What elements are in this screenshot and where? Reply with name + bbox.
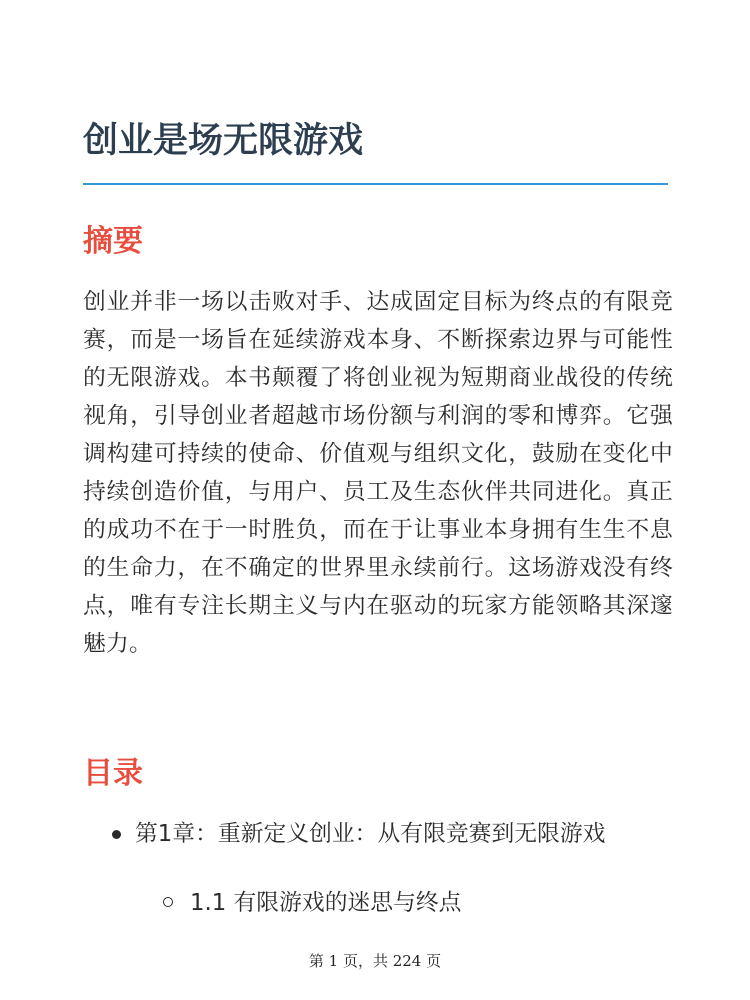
- bullet-icon: [112, 830, 121, 839]
- toc-chapter-1[interactable]: [83, 815, 673, 922]
- summary-heading: 摘要: [83, 224, 143, 259]
- toc-chapter-1-sections: [135, 884, 673, 922]
- title-divider: [83, 183, 668, 185]
- table-of-contents: [83, 815, 673, 922]
- toc-section-1-1[interactable]: [135, 884, 673, 922]
- summary-paragraph: 创业并非一场以击败对手、达成固定目标为终点的有限竞赛，而是一场旨在延续游戏本身、不断探索边界与可能性的无限游戏。本书颠覆了将创业视为短期商业战役的传统视角，引导创业者超越市场份额与利润的零和博弈。它强调构建可持续的使命、价值观与组织文化，鼓励在变化中持续创造价值，与用户、员工及生态伙伴共同进化。真正的成功不在于一时胜负，而在于让事业本身拥有生生不息的生命力，在不确定的世界里永续前行。这场游戏没有终点，唯有专注长期主义与内在驱动的玩家方能领略其深邃魅力。: [83, 289, 673, 657]
- document-title: 创业是场无限游戏: [83, 121, 364, 161]
- hollow-bullet-icon: [163, 897, 173, 907]
- toc-heading: 目录: [83, 756, 143, 791]
- page-number-footer: 第 1 页，共 224 页: [308, 952, 442, 970]
- toc-section-label[interactable]: 1.1 有限游戏的迷思与终点: [190, 890, 462, 916]
- toc-chapter-label[interactable]: 第1章：重新定义创业：从有限竞赛到无限游戏: [135, 821, 606, 847]
